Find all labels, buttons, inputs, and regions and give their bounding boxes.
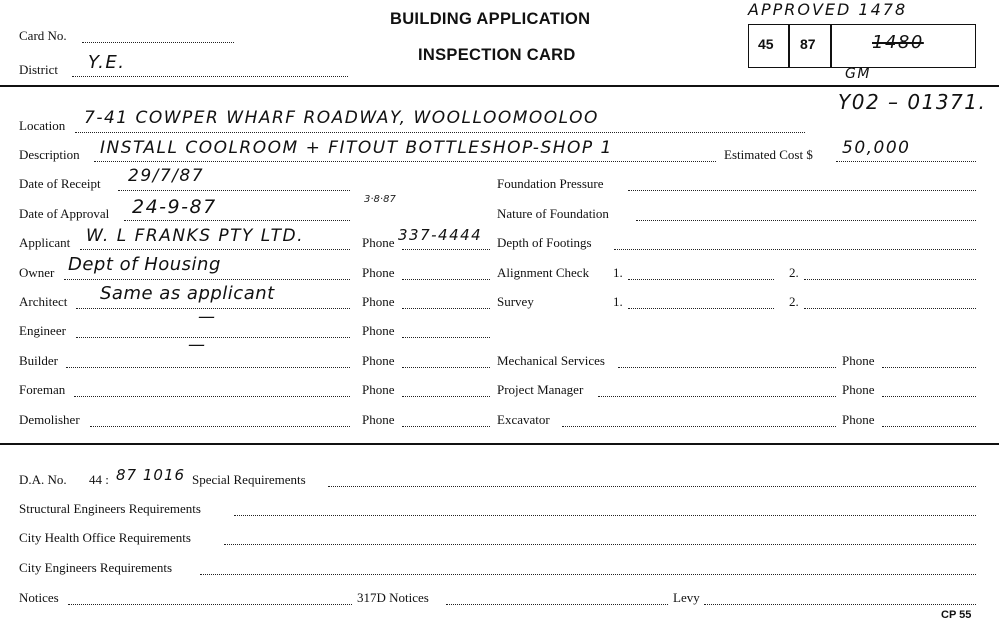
date-note: 3·8·87 [364, 194, 396, 205]
applicant-phone-label: Phone [362, 235, 395, 250]
structural-engineers-label: Structural Engineers Requirements [19, 501, 201, 516]
applicant-phone-field[interactable] [402, 249, 490, 250]
owner-phone-label: Phone [362, 265, 395, 280]
owner-value: Dept of Housing [68, 254, 221, 275]
foreman-phone-field[interactable] [402, 396, 490, 397]
demolisher-phone-label: Phone [362, 412, 395, 427]
mechanical-services-field[interactable] [618, 367, 836, 368]
engineer-value: — [198, 307, 217, 327]
owner-field[interactable] [64, 279, 350, 280]
estimated-cost-field[interactable] [836, 161, 976, 162]
reference-note: Y02 – 01371. [838, 90, 987, 114]
da-value: 87 1016 [116, 466, 186, 484]
da-no-label: D.A. No. [19, 472, 67, 487]
location-value: 7-41 COWPER WHARF ROADWAY, WOOLLOOMOOLOO [84, 108, 599, 128]
builder-phone-label: Phone [362, 353, 395, 368]
date-approval-value: 24-9-87 [132, 196, 217, 218]
estimated-cost-label: Estimated Cost $ [724, 147, 813, 162]
alignment-num-2: 2. [789, 265, 799, 280]
notices-317d-label: 317D Notices [357, 590, 429, 605]
survey-field-2[interactable] [804, 308, 976, 309]
alignment-field-1[interactable] [628, 279, 774, 280]
alignment-field-2[interactable] [804, 279, 976, 280]
title-line1: BUILDING APPLICATION [390, 10, 591, 28]
architect-phone-field[interactable] [402, 308, 490, 309]
owner-phone-field[interactable] [402, 279, 490, 280]
da-prefix: 44 : [89, 472, 109, 487]
excavator-label: Excavator [497, 412, 550, 427]
excavator-phone-label: Phone [842, 412, 875, 427]
header-rule [0, 85, 999, 87]
survey-num-2: 2. [789, 294, 799, 309]
location-label: Location [19, 118, 66, 133]
box-cell-2: 87 [800, 36, 816, 52]
city-health-label: City Health Office Requirements [19, 530, 191, 545]
foreman-phone-label: Phone [362, 382, 395, 397]
notices-field[interactable] [68, 604, 352, 605]
notices-317d-field[interactable] [446, 604, 668, 605]
special-requirements-field[interactable] [328, 486, 976, 487]
box-divider-1 [788, 24, 790, 68]
gm-note: GM [845, 66, 871, 82]
builder-phone-field[interactable] [402, 367, 490, 368]
architect-value: Same as applicant [100, 283, 275, 304]
box-crossed-number: 1480 [872, 32, 924, 53]
box-divider-2 [830, 24, 832, 68]
engineer-phone-label: Phone [362, 323, 395, 338]
levy-label: Levy [673, 590, 700, 605]
nature-foundation-field[interactable] [636, 220, 976, 221]
foreman-field[interactable] [74, 396, 350, 397]
title-line2: INSPECTION CARD [418, 46, 576, 64]
project-manager-field[interactable] [598, 396, 836, 397]
survey-num-1: 1. [613, 294, 623, 309]
notices-label: Notices [19, 590, 59, 605]
demolisher-label: Demolisher [19, 412, 80, 427]
applicant-label: Applicant [19, 235, 71, 250]
excavator-field[interactable] [562, 426, 836, 427]
survey-label: Survey [497, 294, 534, 309]
nature-foundation-label: Nature of Foundation [497, 206, 609, 221]
foundation-pressure-label: Foundation Pressure [497, 176, 604, 191]
date-receipt-field[interactable] [118, 190, 350, 191]
survey-field-1[interactable] [628, 308, 774, 309]
foundation-pressure-field[interactable] [628, 190, 976, 191]
engineer-field[interactable] [76, 337, 350, 338]
description-field[interactable] [94, 161, 716, 162]
mechanical-phone-label: Phone [842, 353, 875, 368]
city-engineers-label: City Engineers Requirements [19, 560, 173, 575]
pm-phone-field[interactable] [882, 396, 976, 397]
city-engineers-field[interactable] [200, 574, 976, 575]
approved-note: APPROVED 1478 [748, 0, 908, 19]
depth-footings-label: Depth of Footings [497, 235, 592, 250]
date-receipt-label: Date of Receipt [19, 176, 101, 191]
engineer-label: Engineer [19, 323, 66, 338]
builder-value: — [188, 335, 207, 355]
architect-label: Architect [19, 294, 68, 309]
district-value: Y.E. [88, 52, 126, 73]
card-no-field[interactable] [82, 42, 234, 43]
district-label: District [19, 62, 58, 77]
architect-phone-label: Phone [362, 294, 395, 309]
date-receipt-value: 29/7/87 [128, 166, 205, 186]
applicant-value: W. L FRANKS PTY LTD. [86, 226, 305, 246]
description-value: INSTALL COOLROOM + FITOUT BOTTLESHOP-SHOP 1 [100, 138, 613, 158]
levy-field[interactable] [704, 604, 976, 605]
special-requirements-label: Special Requirements [192, 472, 306, 487]
applicant-phone-value: 337-4444 [398, 226, 483, 244]
owner-label: Owner [19, 265, 55, 280]
builder-field[interactable] [66, 367, 350, 368]
alignment-num-1: 1. [613, 265, 623, 280]
mechanical-services-label: Mechanical Services [497, 353, 605, 368]
demolisher-phone-field[interactable] [402, 426, 490, 427]
mechanical-phone-field[interactable] [882, 367, 976, 368]
engineer-phone-field[interactable] [402, 337, 490, 338]
excavator-phone-field[interactable] [882, 426, 976, 427]
foreman-label: Foreman [19, 382, 66, 397]
district-field[interactable] [72, 76, 348, 77]
description-label: Description [19, 147, 80, 162]
city-health-field[interactable] [224, 544, 976, 545]
alignment-check-label: Alignment Check [497, 265, 590, 280]
pm-phone-label: Phone [842, 382, 875, 397]
card-no-label: Card No. [19, 28, 67, 43]
applicant-field[interactable] [80, 249, 350, 250]
date-approval-field[interactable] [124, 220, 350, 221]
depth-footings-field[interactable] [614, 249, 976, 250]
demolisher-field[interactable] [90, 426, 350, 427]
structural-engineers-field[interactable] [234, 515, 976, 516]
reference-box [748, 24, 976, 68]
estimated-cost-value: 50,000 [842, 138, 911, 158]
project-manager-label: Project Manager [497, 382, 584, 397]
builder-label: Builder [19, 353, 58, 368]
form-code: CP 55 [941, 609, 972, 621]
section-rule [0, 443, 999, 445]
box-cell-1: 45 [758, 36, 774, 52]
location-field[interactable] [75, 132, 805, 133]
date-approval-label: Date of Approval [19, 206, 110, 221]
